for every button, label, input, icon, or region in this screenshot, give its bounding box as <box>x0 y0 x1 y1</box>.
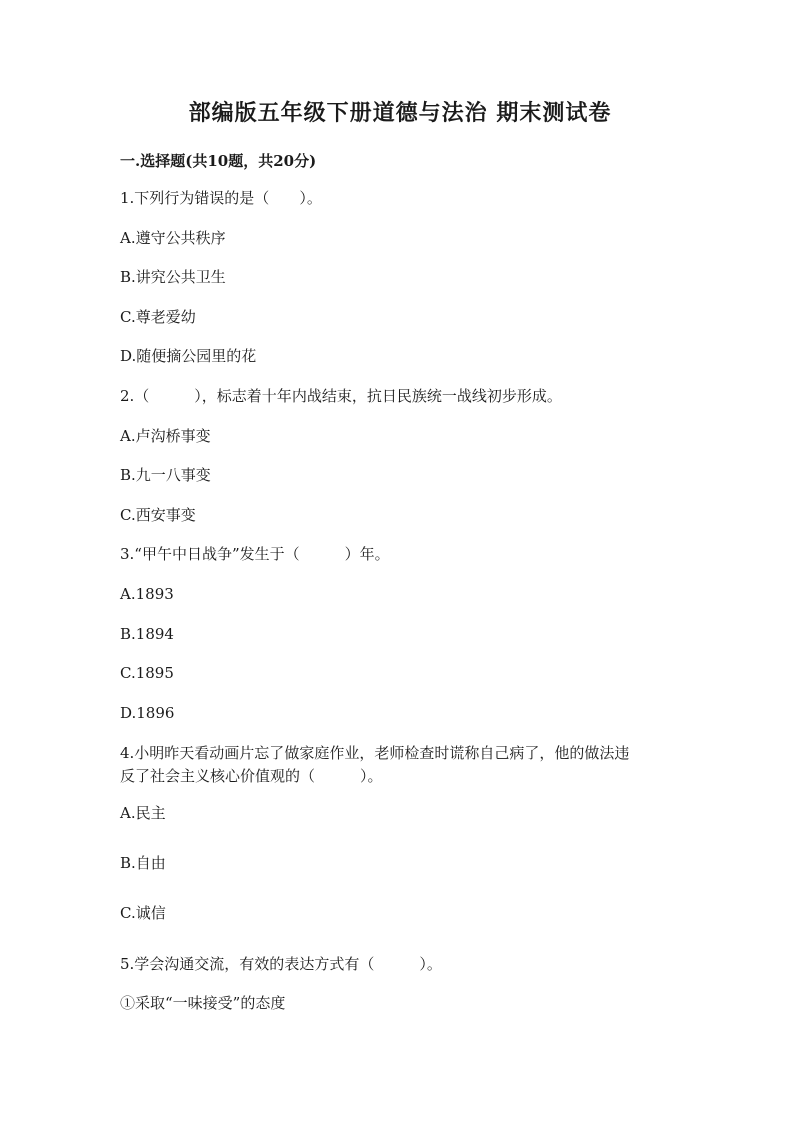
question-5-option-1: ①采取“一味接受”的态度 <box>120 994 286 1012</box>
question-1-stem: 1.下列行为错误的是（ ）。 <box>120 189 322 207</box>
question-2-stem: 2.（ ），标志着十年内战结束，抗日民族统一战线初步形成。 <box>120 387 562 405</box>
question-1-option-b: B.讲究公共卫生 <box>120 268 226 286</box>
question-1-option-a: A.遵守公共秩序 <box>120 229 226 247</box>
question-1-option-d: D.随便摘公园里的花 <box>120 347 257 365</box>
page-title: 部编版五年级下册道德与法治 期末测试卷 <box>188 100 612 126</box>
question-4-stem-line-1: 4.小明昨天看动画片忘了做家庭作业，老师检查时谎称自己病了，他的做法违 <box>120 744 630 762</box>
section-heading: 一.选择题(共10题，共20分) <box>120 152 317 170</box>
question-2-option-c: C.西安事变 <box>120 506 196 524</box>
question-4-option-a: A.民主 <box>120 804 166 822</box>
question-3-option-a: A.1893 <box>120 585 174 603</box>
question-4-option-b: B.自由 <box>120 854 166 872</box>
question-3-stem: 3.“甲午中日战争”发生于（ ）年。 <box>120 545 390 563</box>
question-5-stem: 5.学会沟通交流，有效的表达方式有（ ）。 <box>120 955 442 973</box>
question-2-option-a: A.卢沟桥事变 <box>120 427 211 445</box>
question-4-stem-line-2: 反了社会主义核心价值观的（ ）。 <box>120 767 383 785</box>
question-1-option-c: C.尊老爱幼 <box>120 308 196 326</box>
question-4-option-c: C.诚信 <box>120 904 166 922</box>
question-2-option-b: B.九一八事变 <box>120 466 211 484</box>
question-3-option-d: D.1896 <box>120 704 175 722</box>
question-3-option-b: B.1894 <box>120 625 174 643</box>
question-3-option-c: C.1895 <box>120 664 174 682</box>
